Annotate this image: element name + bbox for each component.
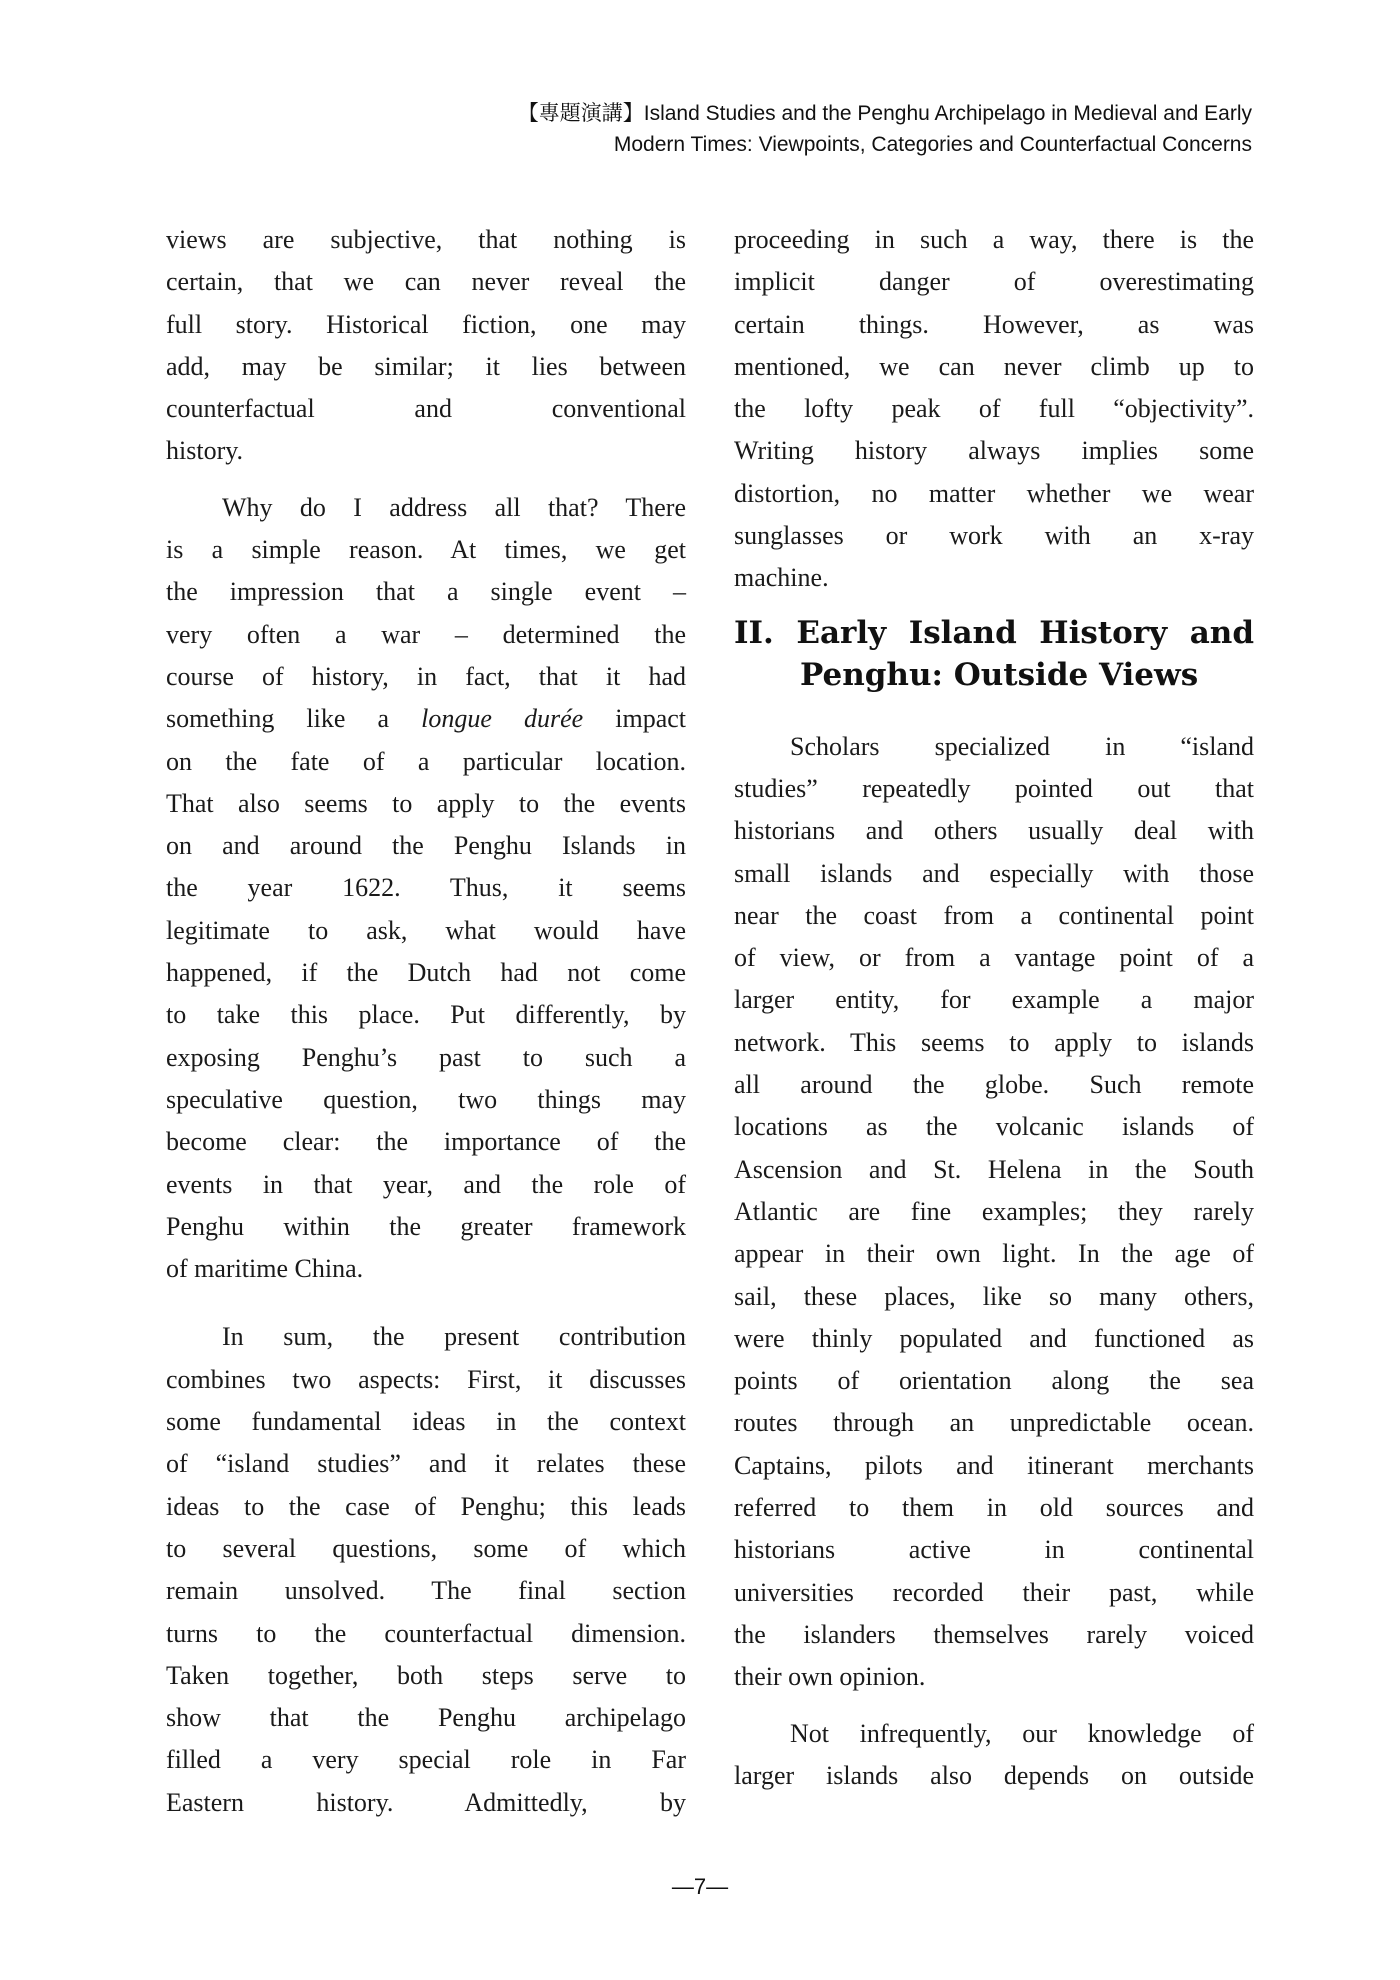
text-line: the year 1622. Thus, it seems <box>166 873 686 903</box>
paragraph-3 <box>166 1316 686 1824</box>
text-line: Taken together, both steps serve to <box>166 1660 686 1690</box>
paragraph-continued <box>734 219 1254 600</box>
paragraph-1 <box>166 219 686 473</box>
text-line: sail, these places, like so many others, <box>734 1281 1254 1311</box>
text-line: Ascension and St. Helena in the South <box>734 1154 1254 1184</box>
section-heading <box>734 612 1254 696</box>
text-line: become clear: the importance of the <box>166 1127 686 1157</box>
text-line: certain, that we can never reveal the <box>166 267 686 297</box>
section-heading-line1: II. Early Island History and <box>734 614 1254 651</box>
text-line: That also seems to apply to the events <box>166 788 686 818</box>
text-line: very often a war – determined the <box>166 619 686 649</box>
text-line: Atlantic are fine examples; they rarely <box>734 1196 1254 1226</box>
text-line: their own opinion. <box>734 1662 926 1692</box>
running-header <box>518 98 1252 160</box>
text-line: proceeding in such a way, there is the <box>734 225 1254 254</box>
text-line: referred to them in old sources and <box>734 1493 1254 1523</box>
right-column <box>734 219 1254 1797</box>
text-line: the lofty peak of full “objectivity”. <box>734 394 1254 424</box>
text-line: add, may be similar; it lies between <box>166 351 686 381</box>
text-line: of maritime China. <box>166 1254 364 1284</box>
text-line: universities recorded their past, while <box>734 1577 1254 1607</box>
text-line: events in that year, and the role of <box>166 1169 686 1199</box>
italic-term: longue durée <box>421 704 584 734</box>
text-line: Not infrequently, our knowledge of <box>790 1718 1254 1748</box>
text-line: remain unsolved. The final section <box>166 1576 686 1606</box>
text-line: of view, or from a vantage point of a <box>734 943 1254 973</box>
text-line: larger entity, for example a major <box>734 985 1254 1015</box>
text-line: on and around the Penghu Islands in <box>166 831 686 861</box>
text-line: happened, if the Dutch had not come <box>166 958 686 988</box>
paragraph-not-infrequently <box>734 1713 1254 1798</box>
text-line: historians active in continental <box>734 1535 1254 1565</box>
text-line: small islands and especially with those <box>734 858 1254 888</box>
text-line: near the coast from a continental point <box>734 900 1254 930</box>
text-line: Eastern history. Admittedly, by <box>166 1787 686 1817</box>
header-title-line1: Island Studies and the Penghu Archipelago in Medieval and Early <box>643 102 1252 125</box>
text-line: speculative question, two things may <box>166 1084 686 1114</box>
text-line: locations as the volcanic islands of <box>734 1112 1254 1142</box>
text-line: Captains, pilots and itinerant merchants <box>734 1450 1254 1480</box>
page-number: —7— <box>671 1874 729 1899</box>
text-line: filled a very special role in Far <box>166 1745 686 1775</box>
text-line: to take this place. Put differently, by <box>166 1000 686 1030</box>
text-line: all around the globe. Such remote <box>734 1070 1254 1100</box>
left-column <box>166 219 686 1824</box>
text-line: combines two aspects: First, it discusses <box>166 1364 686 1394</box>
text-line: the islanders themselves rarely voiced <box>734 1619 1254 1649</box>
text-line: Penghu within the greater framework <box>166 1211 686 1241</box>
text-line: views are subjective, that nothing is <box>166 225 686 254</box>
text-line: machine. <box>734 563 829 593</box>
text-line: show that the Penghu archipelago <box>166 1703 686 1733</box>
text-line: distortion, no matter whether we wear <box>734 478 1254 508</box>
text-line: studies” repeatedly pointed out that <box>734 773 1254 803</box>
section-heading-line2: Penghu: Outside Views <box>800 656 1199 693</box>
text-line: implicit danger of overestimating <box>734 267 1254 297</box>
text-line: turns to the counterfactual dimension. <box>166 1618 686 1648</box>
text-line: is a simple reason. At times, we get <box>166 535 686 565</box>
header-tag: 【專題演講】 <box>517 102 644 125</box>
text-line: were thinly populated and functioned as <box>734 1323 1254 1353</box>
text-line: In sum, the present contribution <box>222 1322 686 1352</box>
text-line: larger islands also depends on outside <box>734 1760 1254 1790</box>
text-line: routes through an unpredictable ocean. <box>734 1408 1254 1438</box>
text-line: legitimate to ask, what would have <box>166 915 686 945</box>
text-fragment: impact <box>615 704 687 734</box>
header-title-line2: Modern Times: Viewpoints, Categories and Counterfactual Concerns <box>613 133 1252 156</box>
paragraph-scholars <box>734 726 1254 1699</box>
text-line <box>166 698 686 740</box>
text-line: some fundamental ideas in the context <box>166 1407 686 1437</box>
text-line: on the fate of a particular location. <box>166 746 686 776</box>
text-line: counterfactual and conventional <box>166 394 686 424</box>
text-line: the impression that a single event – <box>166 577 686 607</box>
text-fragment: something like a <box>166 704 390 734</box>
text-line: Why do I address all that? There <box>222 492 686 522</box>
text-line: network. This seems to apply to islands <box>734 1027 1254 1057</box>
text-line: sunglasses or work with an x-ray <box>734 521 1254 551</box>
text-line: Scholars specialized in “island <box>790 731 1254 761</box>
text-line: historians and others usually deal with <box>734 816 1254 846</box>
text-line: ideas to the case of Penghu; this leads <box>166 1491 686 1521</box>
text-line: certain things. However, as was <box>734 309 1254 339</box>
text-line: mentioned, we can never climb up to <box>734 351 1254 381</box>
text-line: to several questions, some of which <box>166 1533 686 1563</box>
text-line: appear in their own light. In the age of <box>734 1239 1254 1269</box>
text-line: full story. Historical fiction, one may <box>166 309 686 339</box>
text-line: exposing Penghu’s past to such a <box>166 1042 686 1072</box>
paragraph-2 <box>166 487 686 1291</box>
text-line: course of history, in fact, that it had <box>166 661 686 691</box>
text-line: Writing history always implies some <box>734 436 1254 466</box>
text-line: points of orientation along the sea <box>734 1366 1254 1396</box>
text-line: of “island studies” and it relates these <box>166 1449 686 1479</box>
text-line: history. <box>166 436 244 466</box>
